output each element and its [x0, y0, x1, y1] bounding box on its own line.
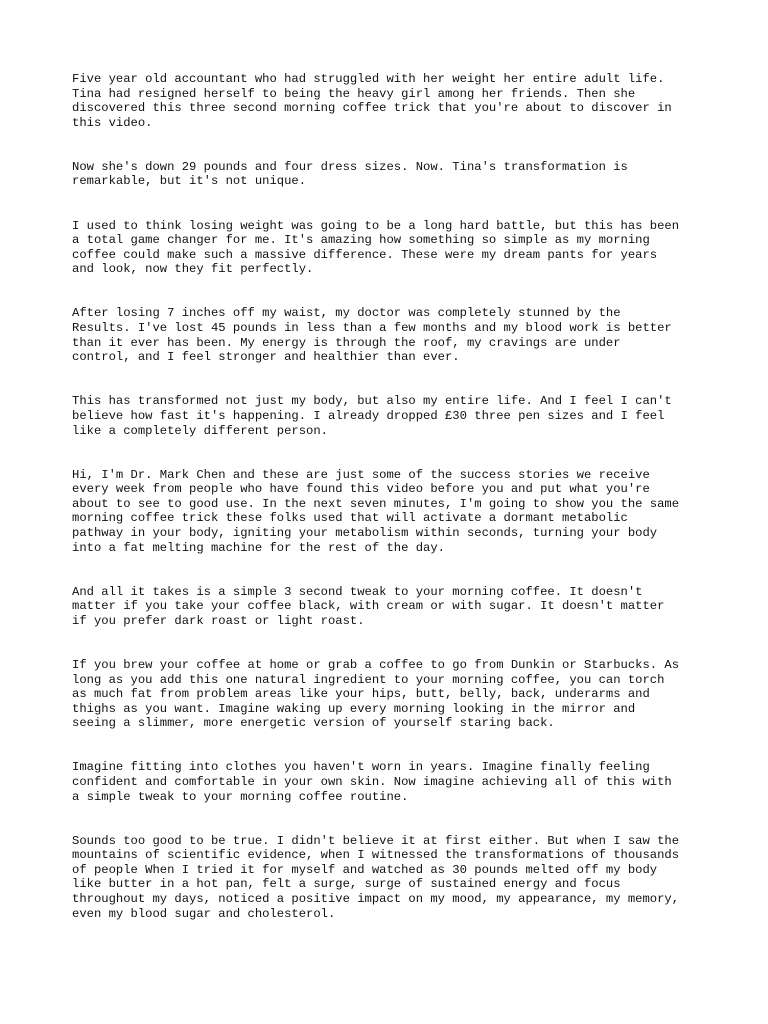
- paragraph-10: Sounds too good to be true. I didn't believe it at first either. But when I saw the mountains of scientific evidence, when I witnessed the transformations of thousands of people When I tried it for myself and watched as 30 pounds melted off my body like butter in a hot pan, felt a surge, surge of sustained energy and focus throughout my days, noticed a positive impact on my mood, my appearance, my memory, even my blood sugar and cholesterol.: [72, 833, 680, 921]
- paragraph-5: This has transformed not just my body, but also my entire life. And I feel I can't believe how fast it's happening. I already dropped £30 three pen sizes and I feel like a completely different person.: [72, 394, 672, 438]
- paragraph-8: If you brew your coffee at home or grab a coffee to go from Dunkin or Starbucks. As long as you add this one natural ingredient to your morning coffee, you can torch as much fat from problem areas like your hips, butt, belly, back, underarms and thighs as you want. Imagine waking up every morning looking in the mirror and seeing a slimmer, more energetic version of yourself staring back.: [72, 657, 680, 731]
- paragraph-3: I used to think losing weight was going to be a long hard battle, but this has been a total game changer for me. It's amazing how something so simple as my morning coffee could make such a massive difference. These were my dream pants for years and look, now they fit perfectly.: [72, 218, 680, 277]
- paragraph-2: Now she's down 29 pounds and four dress sizes. Now. Tina's transformation is remarkable, but it's not unique.: [72, 159, 628, 189]
- paragraph-7: And all it takes is a simple 3 second tweak to your morning coffee. It doesn't matter if you take your coffee black, with cream or with sugar. It doesn't matter if you prefer dark roast or light roast.: [72, 584, 665, 628]
- document-page: [72, 72, 702, 951]
- paragraph-1: Five year old accountant who had struggled with her weight her entire adult life. Tina had resigned herself to being the heavy girl among her friends. Then she discovered this three second morning coffee trick that you're about to discover in this video.: [72, 72, 672, 130]
- paragraph-9: Imagine fitting into clothes you haven't worn in years. Imagine finally feeling confident and comfortable in your own skin. Now imagine achieving all of this with a simple tweak to your morning coffee routine.: [72, 760, 672, 804]
- paragraph-4: After losing 7 inches off my waist, my doctor was completely stunned by the Results. I've lost 45 pounds in less than a few months and my blood work is better than it ever has been. My energy is through the roof, my cravings are under control, and I feel stronger and healthier than ever.: [72, 306, 672, 365]
- paragraph-6: Hi, I'm Dr. Mark Chen and these are just some of the success stories we receive every week from people who have found this video before you and put what you're about to see to good use. In the next seven minutes, I'm going to show you the same morning coffee trick these folks used that will activate a dormant metabolic pathway in your body, igniting your metabolism within seconds, turning your body into a fat melting machine for the rest of the day.: [72, 467, 680, 555]
